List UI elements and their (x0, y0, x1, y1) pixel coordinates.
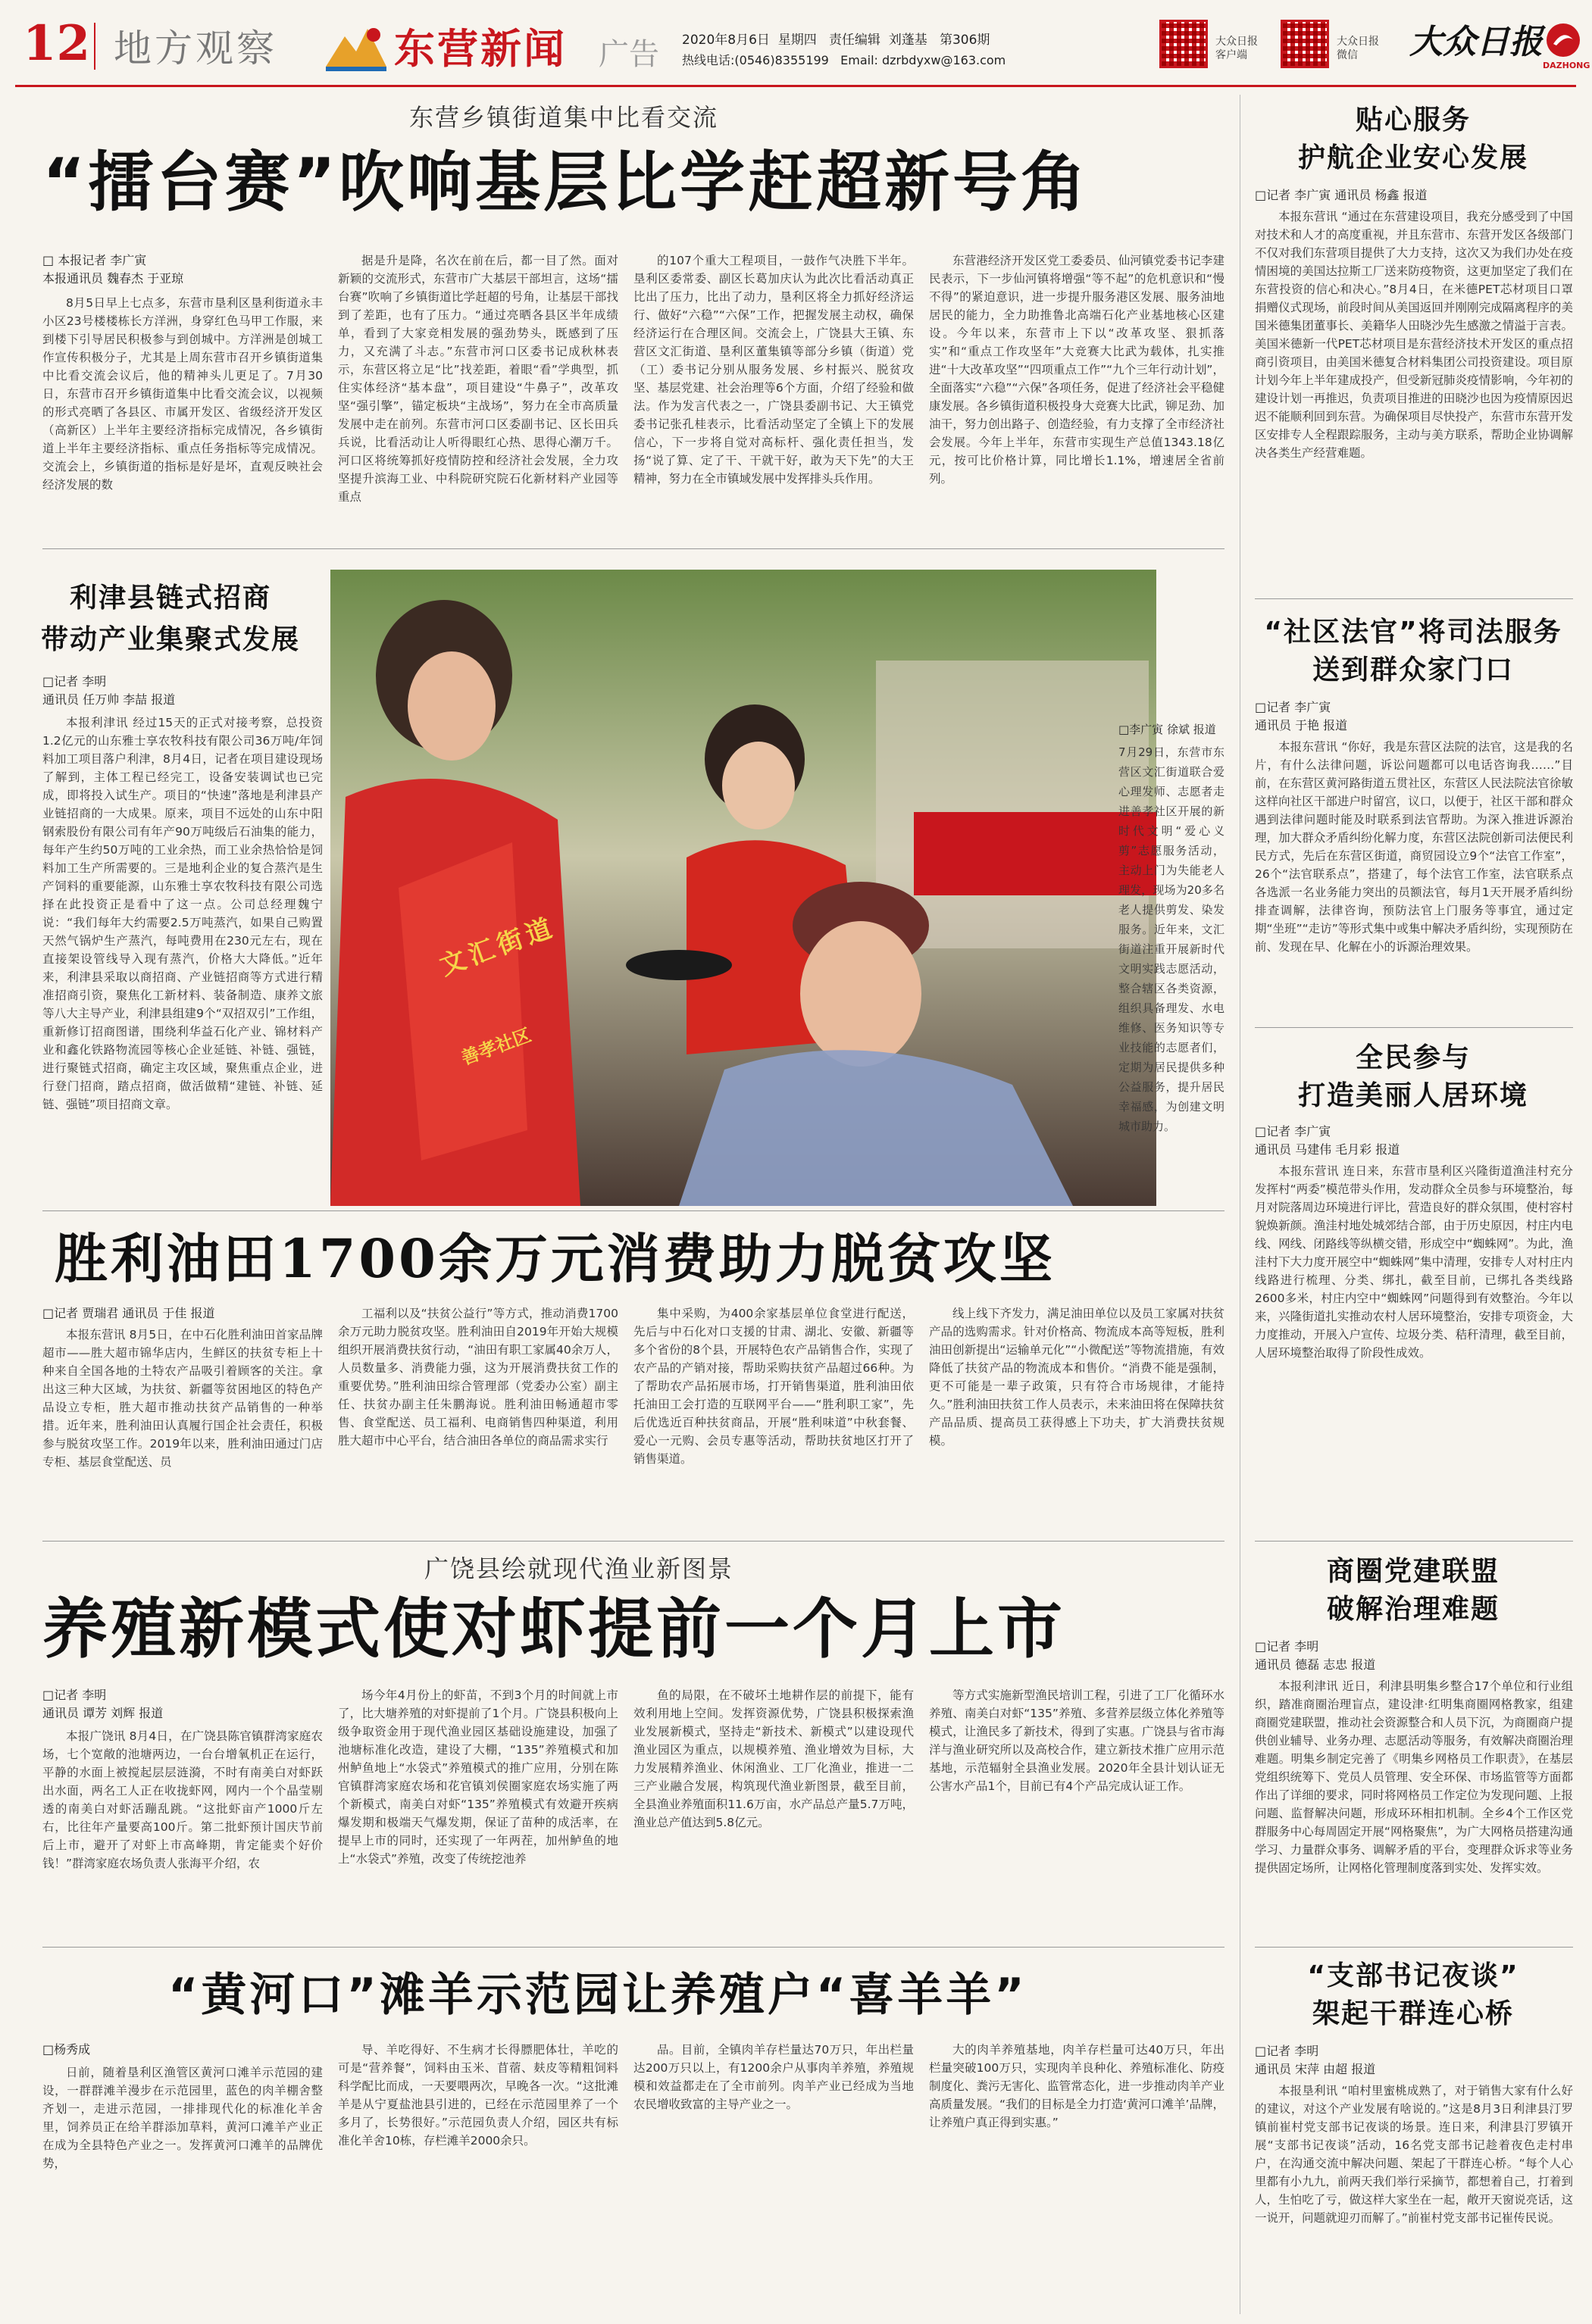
hotline: 热线电话:(0546)8355199 (682, 53, 829, 67)
article5-text-1: 日前，随着垦利区渔管区黄河口滩羊示范园的建设，一群群滩羊漫步在示范园里，蓝色的肉羊棚舍整齐划一，走进示范园，一排排现代化的标准化羊舍里，饲养员正在给羊群添加草料，黄河口滩羊产业正在成为全县特色产业之一。发挥黄河口滩羊的品牌优势， (42, 2066, 323, 2170)
article2-text: 本报利津讯 经过15天的正式对接考察，总投资1.2亿元的山东雅士享农牧科技有限公司36万吨/年饲料加工项目落户利津，8月4日，记者在项目建设现场了解到，主体工程已经完工，设备安装调试也已完成，即将投入试生产。项目的“快速”落地是利津县产业链招商的一大成果。原来，项目不远处的山东中阳钢索股份有限公司有年产90万吨级后石油集的能力，每年产生约50万吨的工业余热，而工业余热恰恰是饲料加工生产所需要的。三是地利企业的复合蒸汽是生产饲料的重要能源，山东雅士享农牧科技有限公司选择在此投资正是看中了这一点。公司总经理魏宁说：“我们每年大约需要2.5万吨蒸汽，如果自己购置天然气锅炉生产蒸汽，每吨费用在230元左右，现在直接架设管线导入现有蒸汽，价格大大降低。”近年来，利津县采取以商招商、产业链招商等方式进行精准招商引资，聚焦化工新材料、装备制造、康养文旅等八大主导产业，利津县组建9个“双招双引”工作组，重新修订招商图谱，围绕利华益石化产业、锦材料产业和鑫化铁路物流园等核心企业延链、补链、强链，进行聚链式招商，确定主攻区域，聚焦重点企业，进行登门招商，踏点招商，做活做精“建链、补链、延链、强链”项目招商文章。 (42, 716, 323, 1111)
qr-app-label-line2: 客户端 (1215, 49, 1247, 61)
side3-text: 本报东营讯 连日来，东营市垦利区兴隆街道渔洼村充分发挥村“两委”模范带头作用，发动群众全员参与环境整治，每月对院落周边环境进行评比，营造良好的群众氛围，使村容村貌焕新颜。渔洼村地处城郊结合部，由于历史原因，村庄内电线、网线、闭路线等纵横交错，形成空中“蜘蛛网”。为此，渔洼村下大力度开展空中“蜘蛛网”集中清理，安排专人对村庄内线路进行梳理、分类、绑扎，截至目前，已绑扎各类线路2600多米，村庄内空中“蜘蛛网”问题得到有效整治。今年以来，兴隆街道扎实推动农村人居环境整治，安排专项资金，大力度推动，开展入户宣传、垃圾分类、秸秆清理，截至目前，人居环境整治取得了阶段性成效。 (1255, 1164, 1573, 1360)
photo-rule (42, 1210, 1224, 1211)
article4-col3: 鱼的局限，在不破坏土地耕作层的前提下，能有效利用地上空间。发挥资源优势，广饶县积极探索渔业发展新模式，坚持走“新技术、新模式”以建设现代渔业园区为重点，以规模养殖、渔业增效为目标，大力发展精养渔业、休闲渔业、工厂化渔业，推进一二三产业融合发展，构筑现代渔业新图景，截至目前，全县渔业养殖面积11.6万亩，水产品总产量5.7万吨，渔业总产值达到5.8亿元。 (633, 1688, 914, 1829)
article1-col3: 的107个重大工程项目，一鼓作气决胜下半年。垦利区委常委、副区长葛加庆认为此次比看活动真正比出了压力，比出了动力，垦利区将全力抓好经济运行、做好“六稳”“六保”工作，把握发展主动权，确保经济运行在合理区间。交流会上，广饶县大王镇、东营区文汇街道、垦利区董集镇等部分乡镇（街道）党（工）委书记分别从服务发展、乡村振兴、脱贫攻坚、基层党建、社会治理等6个方面，介绍了经验和做法。作为发言代表之一，广饶县委副书记、大王镇党委书记张孔桂表示，比看活动坚定了全镇上下的发展信心，下一步将自觉对高标杆、强化责任担当，发扬“说了算、定了干、干就干好，敢为天下先”的大王精神，努力在全市镇域发展中发挥排头兵作用。 (633, 254, 914, 486)
side4-headline-2: 破解治理难题 (1326, 1594, 1500, 1625)
qr-wechat-label-line2: 微信 (1337, 49, 1358, 61)
article4-text-1: 本报广饶讯 8月4日，在广饶县陈官镇群湾家庭农场，七个宽敞的池塘两边，一台台增氧机正在运行，平静的水面上被搅起层层涟漪，不时有南美白对虾跃出水面，两名工人正在收拢虾网，网内一个个晶莹剔透的南美白对虾活蹦乱跳。“这批虾亩产1000斤左右，比往年产量要高100斤。第二批虾预计国庆节前后上市，避开了对虾上市高峰期，肯定能卖个好价钱！”群湾家庭农场负责人张海平介绍，农 (42, 1729, 323, 1870)
qr-wechat-label (1337, 35, 1379, 62)
article1-text-1: 8月5日早上七点多，东营市垦利区垦利街道永丰小区23号楼楼栋长方洋洲，身穿红色马甲工作服，来到楼下引导居民积极参与到创城中。方洋洲是创城工作宣传积极分子，尤其是上周东营市召开乡镇街道集中比看交流会议后，他的精神头儿更足了。7月30日，东营市召开乡镇街道集中比看交流会议，以视频的形式亮晒了各县区、市属开发区、省级经济开发区（高新区）上半年主要经济指标完成情况，各乡镇街道上半年主要经济指标、重点任务指标等完成情况。交流会上，乡镇街道的指标是好是坏，直观反映社会经济发展的数 (42, 296, 323, 492)
article3-col1 (42, 1304, 323, 1532)
edition-name: 东营新闻 (394, 25, 567, 73)
photo-caption (1118, 721, 1224, 1206)
article5-col2: 导、羊吃得好、不生病才长得膘肥体壮，羊吃的可是“营养餐”，饲料由玉米、苜蓿、麸皮等精粗饲料科学配比而成，一天要喂两次，早晚各一次。“这批滩羊是从宁夏盐池县引进的，已经在示范园里养了一个多月了，长势很好。”示范园负责人介绍，园区共有标准化羊舍10栋，存栏滩羊2000余只。 (338, 2043, 618, 2148)
side5-byline-2: 通讯员 宋萍 由超 报道 (1255, 2062, 1376, 2076)
article4-headline: 养殖新模式使对虾提前一个月上市 (42, 1592, 1065, 1667)
article3-text-1: 本报东营讯 8月5日，在中石化胜利油田首家品牌超市——胜大超市锦华店内，生鲜区的扶贫专柜上十种来自全国各地的土特农产品吸引着顾客的关注。拿出这三种大区域，为扶贫、新疆等贫困地区的特色产品设立专柜，胜大超市推动扶贫产品销售的一种举措。近年来，胜利油田认真履行国企社会责任，积极参与脱贫攻坚工作。2019年以来，胜利油田通过门店专柜、基层食堂配送、员 (42, 1328, 323, 1469)
article1-col1 (42, 251, 323, 494)
side2-byline-1: □记者 李广寅 (1255, 700, 1331, 714)
editor-name: 刘蓬基 (888, 33, 927, 48)
side2-rule (1255, 1027, 1573, 1028)
side4-headline-1: 商圈党建联盟 (1326, 1556, 1500, 1587)
article4-col1 (42, 1686, 323, 1936)
article4-byline-2: 通讯员 谭芳 刘辉 报道 (42, 1706, 164, 1720)
side5-headline-1: “支部书记夜谈” (1307, 1960, 1519, 1991)
issue-date: 2020年8月6日 (682, 33, 770, 48)
paper-logo-icon (1546, 23, 1581, 58)
issue-number: 第306期 (939, 33, 990, 48)
qr-app-label (1215, 35, 1258, 62)
photo-illustration (330, 570, 1156, 1206)
issue-info (682, 30, 990, 50)
masthead-rule (15, 85, 1576, 87)
qr-app-label-line1: 大众日报 (1215, 36, 1258, 48)
side4-rule (1255, 1947, 1573, 1948)
masthead (0, 0, 1592, 89)
side4-body (1255, 1638, 1573, 1941)
edition-logo-icon (322, 21, 390, 74)
article5-headline: “黄河口”滩羊示范园让养殖户“喜羊羊” (168, 1969, 1027, 2022)
banner-text-1: 文汇街道 (436, 911, 561, 982)
article4-rule (42, 1947, 1224, 1948)
article4-kicker: 广饶县绘就现代渔业新图景 (424, 1554, 734, 1583)
side1-byline: □记者 李广寅 通讯员 杨鑫 报道 (1255, 188, 1428, 202)
side4-text: 本报利津讯 近日，利津县明集乡整合17个单位和行业组织，踏准商圈治理盲点，建设津·红明集商圈网格教家，组建商圈党建联盟，推动社会资源整合和人员下沉，为商圈商户提供创业辅导、业务办理、志愿活动等服务，有效解决商圈治理难题。明集乡制定完善了《明集乡网格员工作职责》，在基层党组织统筹下、党员人员管理、安全环保、市场监管等方面都作出了详细的要求，同时将网格员工作定位为发现问题、上报问题、监督解决问题，形成环环相扣机制。全乡4个工作区党群服务中心每周固定开展“网格聚焦”，为广大网格员搭建沟通学习、力量群众事务、调解矛盾的平台，变理群众诉求等业务提供固定场所，让网格化管理制度落到实处、发挥实效。 (1255, 1679, 1573, 1875)
article4-col2: 场今年4月份上的虾苗，不到3个月的时间就上市了，比大塘养殖的对虾提前了1个月。广饶县积极向上级争取资金用于现代渔业园区基础设施建设，加强了池塘标准化改造，建设了大棚，“135”养殖模式和加州鲈鱼地上“水袋式”养殖模式的推广应用，分别在陈官镇群湾家庭农场和花官镇刘侯圈家庭农场实施了两个新模式，南美白对虾“135”养殖模式有效避开疾病爆发期和极端天气爆发期，保证了苗种的成活率，在提早上市的同时，还实现了一年两茬，加州鲈鱼的地上“水袋式”养殖，改变了传统挖池养 (338, 1688, 618, 1866)
side1-headline-1: 贴心服务 (1355, 105, 1471, 136)
side5-headline-2: 架起干群连心桥 (1312, 1998, 1514, 2029)
contact-info (682, 52, 1006, 70)
banner-text-2: 善孝社区 (458, 1024, 534, 1070)
article2-byline-2: 通讯员 任万帅 李喆 报道 (42, 692, 176, 707)
paper-logo-en: DAZHONG (1543, 61, 1590, 70)
article2-headline-2: 带动产业集聚式发展 (40, 624, 300, 655)
page-number-divider (94, 23, 95, 70)
article5-byline: □杨秀成 (42, 2042, 91, 2057)
side4-byline-2: 通讯员 德磊 志忠 报道 (1255, 1657, 1376, 1672)
article3-col4: 线上线下齐发力，满足油田单位以及员工家属对扶贫产品的选购需求。针对价格高、物流成本高等短板，胜利油田创新提出“运输单元化”“小微配送”等物流措施，有效降低了扶贫产品的物流成本和售价。“消费不能是强制，更不可能是一辈子政策，只有符合市场规律，才能持久。”胜利油田扶贫工作人员表示，未来油田将在保障扶贫产品品质、提高员工获得感上下功夫，扩大消费扶贫规模。 (929, 1307, 1224, 1448)
article5-col3: 品。目前，全镇肉羊存栏量达70万只，年出栏量达200万只以上，有1200余户从事肉羊养殖，养殖规模和效益都走在了全市前列。肉羊产业已经成为当地农民增收致富的主导产业之一。 (633, 2043, 914, 2111)
side5-body (1255, 2042, 1573, 2315)
side1-headline-2: 护航企业安心发展 (1297, 142, 1528, 173)
article1-kicker: 东营乡镇街道集中比看交流 (409, 103, 719, 132)
article5-col4: 大的肉羊养殖基地，肉羊存栏量可达40万只，年出栏量突破100万只，实现肉羊良种化、养殖标准化、防疫制度化、粪污无害化、监管常态化，进一步推动肉羊产业高质量发展。“我们的目标是全力打造‘黄河口滩羊’品牌，让养殖户真正得到实惠。” (929, 2043, 1224, 2129)
side2-byline-2: 通讯员 于艳 报道 (1255, 718, 1348, 732)
qr-code-wechat[interactable] (1281, 20, 1329, 68)
qr-wechat-label-line1: 大众日报 (1337, 36, 1379, 48)
side2-headline-1: “社区法官”将司法服务 (1264, 617, 1562, 648)
side3-body (1255, 1123, 1573, 1532)
side3-byline-2: 通讯员 马建伟 毛月彩 报道 (1255, 1142, 1400, 1157)
article2-headline-1: 利津县链式招商 (69, 583, 271, 614)
paper-logo-text: 大众日报 (1409, 23, 1543, 61)
photo-credit: □李广寅 徐斌 报道 (1118, 723, 1216, 736)
article3-rule (42, 1541, 1224, 1542)
article3-col2: 工福利以及“扶贫公益行”等方式，推动消费1700余万元助力脱贫攻坚。胜利油田自2019年开始大规模组织开展消费扶贫行动，“油田有职工家属40余万人，人员数量多、消费能力强，这为开展消费扶贫工作的重要优势。”胜利油田综合管理部（党委办公室）副主任、扶贫办副主任朱鹏海说。胜利油田畅通超市零售、食堂配送、员工福利、电商销售四种渠道，利用胜大超市中心平台，结合油田各单位的商品需求实行 (338, 1307, 618, 1448)
article3-headline: 胜利油田1700余万元消费助力脱贫攻坚 (55, 1227, 1056, 1290)
news-photo (330, 570, 1156, 1206)
article2-body (42, 673, 323, 1195)
edition-suffix: 广告 (599, 37, 659, 72)
article4-byline-1: □记者 李明 (42, 1688, 107, 1702)
side2-text: 本报东营讯 “你好，我是东营区法院的法官，这是我的名片，有什么法律问题，诉讼问题都可以电话咨询我……”目前，在东营区黄河路街道五贯社区，东营区人民法院法官徐敏这样向社区干部进户时留宫，议口，以便于，社区干部和群众遇到法律问题时能及时联系到法官帮助。为深入推进诉源治理，加大群众矛盾纠纷化解力度，东营区法院创新司法便民利民方式，先后在东营区街道，商贸园设立9个“法官工作室”，26个“法官联系点”，搭建了，每个法官工作室，法官联系点各选派一名业务能力突出的员额法官，每月1天开展矛盾纠纷排查调解，法律咨询，预防法官上门服务等事宜，通过定期“坐班”“走访”等形式集中或集中解决矛盾纠纷，实现预防在前、发现在早、化解在小的诉源治理效果。 (1255, 740, 1573, 954)
article1-headline: “擂台赛”吹响基层比学赶超新号角 (42, 145, 1090, 220)
side5-byline-1: □记者 李明 (1255, 2044, 1319, 2058)
section-name: 地方观察 (114, 27, 277, 70)
editor-label: 责任编辑 (828, 33, 880, 48)
article5-col1 (42, 2041, 323, 2313)
side1-text: 本报东营讯 “通过在东营建设项目，我充分感受到了中国对技术和人才的高度重视，并且东营市、东营开发区各级部门不仅对我们东营项目提供了大力支持，这次又为我们办处在疫情困境的美国达拉斯工厂送来防疫物资，这更加坚定了我们在东营投资的信心和决心。”8月4日，在米德PET芯材项目口罩捐赠仪式现场，前段时间从美国返回并刚刚完成隔离程序的美国米德集团董事长、美籍华人田晓沙先生感激之情溢于言表。美国米德新一代PET芯材项目是东营经济技术开发区的重点招商引资项目，由美国米德复合材料集团公司投资建设。项目原计划今年上半年建成投产，但受新冠肺炎疫情影响，今年初的建设计划一再推迟，负责项目推进的田晓沙也因为疫情原因迟迟不能顺利回到东营。为确保项目尽快投产，东营市东营开发区安排专人全程跟踪服务，主动与美方联系，帮助企业协调解决各类生产经营难题。 (1255, 210, 1573, 460)
article2-byline-1: □记者 李明 (42, 674, 107, 689)
article1-byline-1: □ 本报记者 李广寅 (42, 253, 147, 267)
article3-byline: □记者 贾瑞君 通讯员 于佳 报道 (42, 1306, 215, 1320)
side3-headline-2: 打造美丽人居环境 (1297, 1080, 1528, 1111)
article4-col4: 等方式实施新型渔民培训工程，引进了工厂化循环水养殖、南美白对虾“135”养殖、多营养层级立体化养殖等模式，让渔民多了新技术，得到了实惠。广饶县与省市海洋与渔业研究所以及高校合作，建立新技术推广应用示范基地，示范辐射全县渔业发展。2020年全县计划认证无公害水产品1个，目前已有4个产品完成认证工作。 (929, 1688, 1224, 1793)
photo-caption-text: 7月29日，东营市东营区文汇街道联合爱心理发师、志愿者走进善孝社区开展的新时代文明“爱心义剪”志愿服务活动，主动上门为失能老人理发，现场为20多名老人提供剪发、染发服务。近年来，文汇街道注重开展新时代文明实践志愿活动，整合辖区各类资源，组织具备理发、水电维修、医务知识等专业技能的志愿者们，定期为居民提供多种公益服务，提升居民幸福感，为创建文明城市助力。 (1118, 745, 1224, 1133)
side1-rule (1255, 598, 1573, 599)
side4-byline-1: □记者 李明 (1255, 1639, 1319, 1654)
side2-body (1255, 698, 1573, 1017)
page-number: 12 (23, 15, 91, 72)
qr-code-app[interactable] (1159, 20, 1208, 68)
side3-headline-1: 全民参与 (1355, 1042, 1471, 1073)
article3-col3: 集中采购，为400余家基层单位食堂进行配送，先后与中石化对口支援的甘肃、湖北、安徽、新疆等多个省份的8个县，开展特色农产品销售合作，实现了农产品的产销对接，帮助采购扶贫产品超过66种。为了帮助农产品拓展市场，打开销售渠道，胜利油田依托油田工会打造的互联网平台——“胜利职工家”，先后优选近百种扶贫商品，开展“胜利味道”中秋套餐、爱心一元购、会员专惠等活动，帮助扶贫地区打开了销售渠道。 (633, 1307, 914, 1466)
article1-byline-2: 本报通讯员 魏春杰 于亚琼 (42, 271, 184, 286)
email[interactable]: Email: dzrbdyxw@163.com (840, 53, 1006, 67)
side5-text: 本报垦利讯 “咱村里蜜桃成熟了，对于销售大家有什么好的建议，对这个产业发展有啥说的。”这是8月3日利津县汀罗镇前崔村党支部书记夜谈的场景。连日来，利津县汀罗镇开展“支部书记夜谈”活动，16名党支部书记趁着夜色走村串户，在沟通交流中解决问题、架起了干群连心桥。“每个人心里都有小九九，前两天我们举行采摘节，都想着自己，打着到人，生怕吃了亏，做这样大家坐在一起，敞开天窗说亮话，这一说开，问题就迎刃而解了。”前崔村党支部书记崔传民说。 (1255, 2084, 1573, 2225)
article1-col4: 东营港经济开发区党工委委员、仙河镇党委书记李建民表示，下一步仙河镇将增强“等不起”的危机意识和“慢不得”的紧迫意识，进一步提升服务港区发展、服务油地居民的能力，全力助推鲁北高端石化产业基地核心区建设。今年以来，东营市上下以“改革攻坚、狠抓落实”和“重点工作攻坚年”大竞赛大比武为载体，扎实推进“十大改革攻坚”“四项重点工作”“九个三年行动计划”，全面落实“六稳”“六保”各项任务，促进了经济社会平稳健康发展。各乡镇街道积极投身大竞赛大比武，铆足劲、加油干，努力创出路子、创造经验，有力支撑了全市经济社会发展。今年上半年，东营市实现生产总值1343.18亿元，按可比价格计算，同比增长1.1%，增速居全省前列。 (929, 254, 1224, 486)
issue-weekday: 星期四 (777, 33, 817, 48)
side2-headline-2: 送到群众家门口 (1312, 654, 1514, 686)
article1-rule (42, 548, 1224, 549)
side3-byline-1: □记者 李广寅 (1255, 1124, 1331, 1139)
article1-col2: 据是升是降，名次在前在后，都一目了然。面对新颖的交流形式，东营市广大基层干部坦言，这场“擂台赛”吹响了乡镇街道比学赶超的号角，让基层干部找到了差距，也有了压力。“通过亮晒各县区半年成绩单，看到了大家竞相发展的强劲势头，既感到了压力，又充满了斗志。”东营市河口区委书记成秋林表示，东营区将立足“比”找差距，着眼“看”学典型，抓住实体经济“基本盘”，项目建设“牛鼻子”，改革攻坚“强引擎”，锚定板块“主战场”，努力在全市高质量发展中走在前列。东营市河口区委副书记、区长田兵兵说，比看活动让人听得眼红心热、思得心潮万千。河口区将统筹抓好疫情防控和经济社会发展，全力攻坚提升滨海工业、中科院研究院石化新材料产业园等重点 (338, 254, 618, 504)
side1-body (1255, 186, 1573, 588)
side3-rule (1255, 1541, 1573, 1542)
